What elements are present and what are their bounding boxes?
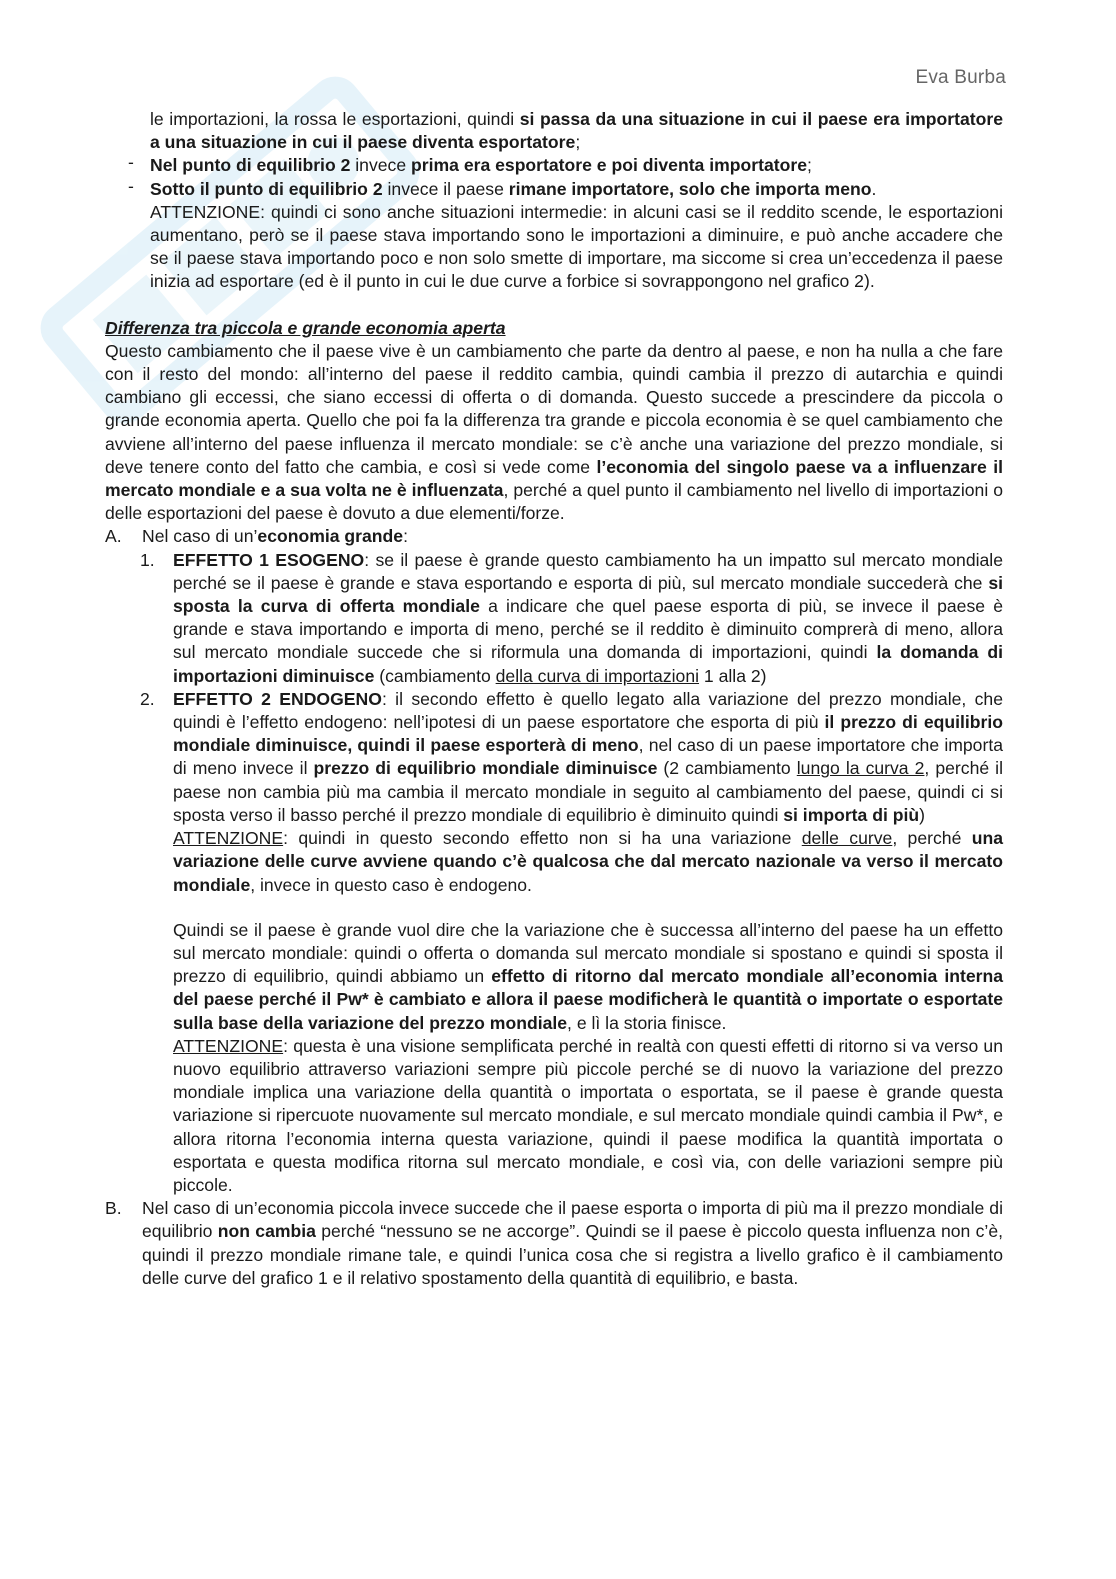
summary-paragraph: Quindi se il paese è grande vuol dire che la variazione che è successa all’interno del paese ha un effetto sul mercato mondiale: quindi o offerta o domanda sul mercato mondiale si spostano e quindi si sposta il prezzo di equilibrio, quindi abbiamo un effetto di ritorno dal mercato mondiale all’economia interna del paese perché il Pw* è cambiato e allora il paese modificherà le quantità o importate o esportate sulla base della variazione del prezzo mondiale, e lì la storia finisce. bbox=[173, 919, 1004, 1033]
effect-1: 1. EFFETTO 1 ESOGENO: se il paese è grande questo cambiamento ha un impatto sul mercato mondiale perché se il paese è grande e stava esportando e esporta di più, sul mercato mondiale succederà che si sposta la curva di offerta mondiale a indicare che quel paese esporta di più, se invece il paese è grande e stava importando e importa di meno, perché se il reddito è diminuito comprerà di meno, allora sul mercato mondiale succede che si riformula una domanda di importazioni, quindi la domanda di importazioni diminuisce (cambiamento della curva di importazioni 1 alla 2) bbox=[140, 549, 1003, 686]
case-a: A. Nel caso di un’economia grande: bbox=[105, 526, 408, 547]
summary-note: ATTENZIONE: questa è una visione semplificata perché in realtà con questi effetti di ritorno si va verso un nuovo equilibrio attraverso variazioni sempre più piccole perché se di nuovo la variazione del prezzo mondiale implica una variazione della quantità o importata o esportata, se il paese è grande questa variazione si ripercuote nuovamente sul mercato mondiale, e sul mercato mondiale quindi cambia il Pw*, e allora ritorna l’economia interna questa variazione, quindi il paese modifica la quantità importata o esportata e questa modifica ritorna sul mercato mondiale, e così via, con delle variazioni sempre più piccole. bbox=[173, 1035, 1003, 1195]
section-paragraph: Questo cambiamento che il paese vive è un cambiamento che parte da dentro al paese, e non ha nulla a che fare con il resto del mondo: all’interno del paese il reddito cambia, quindi cambia il prezzo di autarchia e quindi cambiano gli eccessi, che siano eccessi di offerta o di domanda. Questo succede a prescindere da piccola o grande economia aperta. Quello che poi fa la differenza tra grande e piccola economia è se quel cambiamento che avviene all’interno del paese influenza il mercato mondiale: se c’è anche una variazione del prezzo mondiale, si deve tenere conto del fatto che cambia, e così si vede come l’economia del singolo paese va a influenzare il mercato mondiale e a sua volta ne è influenzata, perché a quel punto il cambiamento nel livello di importazioni o delle esportazioni del paese è dovuto a due elementi/forze. bbox=[105, 340, 1003, 524]
case-b: B. Nel caso di un’economia piccola invece succede che il paese esporta o importa di più ma il prezzo mondiale di equilibrio non cambia perché “nessuno se ne accorge”. Quindi se il paese è piccolo questa influenza non c’è, quindi il prezzo mondiale rimane tale, e quindi l’unica cosa che si registra a livello grafico è il cambiamento delle curve del grafico 1 e il relativo spostamento della quantità di equilibrio, e basta. bbox=[105, 1198, 1003, 1288]
attention-note: ATTENZIONE: quindi ci sono anche situazioni intermedie: in alcuni casi se il reddito scende, le esportazioni aumentano, però se il paese stava importando sono le importazioni a diminuire, e può anche accadere che se il paese stava importando poco e non solo smette di importare, ma siccome si crea un’eccedenza il paese inizia ad esportare (ed è il punto in cui le due curve a forbice si sovrappongono nel grafico 2). bbox=[150, 201, 1003, 292]
document-body bbox=[105, 108, 1003, 1290]
section-heading: Differenza tra piccola e grande economia aperta bbox=[105, 317, 506, 338]
list-item: - Nel punto di equilibrio 2 invece prima era esportatore e poi diventa importatore; bbox=[128, 152, 812, 176]
list-item: - Sotto il punto di equilibrio 2 invece il paese rimane importatore, solo che importa meno. bbox=[128, 175, 877, 199]
effect-2-note: ATTENZIONE: quindi in questo secondo effetto non si ha una variazione delle curve, perché una variazione delle curve avviene quando c’è qualcosa che dal mercato nazionale va verso il mercato mondiale, invece in questo caso è endogeno. bbox=[173, 828, 1003, 895]
author-name: Eva Burba bbox=[915, 67, 1006, 88]
effect-2: 2. EFFETTO 2 ENDOGENO: il secondo effetto è quello legato alla variazione del prezzo mondiale, che quindi è l’effetto endogeno: nell’ipotesi di un paese esportatore che esporta di più il prezzo di equilibrio mondiale diminuisce, quindi il paese esporterà di meno, nel caso di un paese importatore che importa di meno invece il prezzo di equilibrio mondiale diminuisce (2 cambiamento lungo la curva 2, perché il paese non cambia più ma cambia il mercato mondiale in seguito al cambiamento del paese, quindi ci si sposta verso il basso perché il prezzo mondiale di equilibrio è diminuito quindi si importa di più) bbox=[140, 688, 1004, 825]
intro-paragraph: le importazioni, la rossa le esportazioni, quindi si passa da una situazione in cui il paese era importatore a una situazione in cui il paese diventa esportatore; bbox=[150, 109, 1003, 153]
